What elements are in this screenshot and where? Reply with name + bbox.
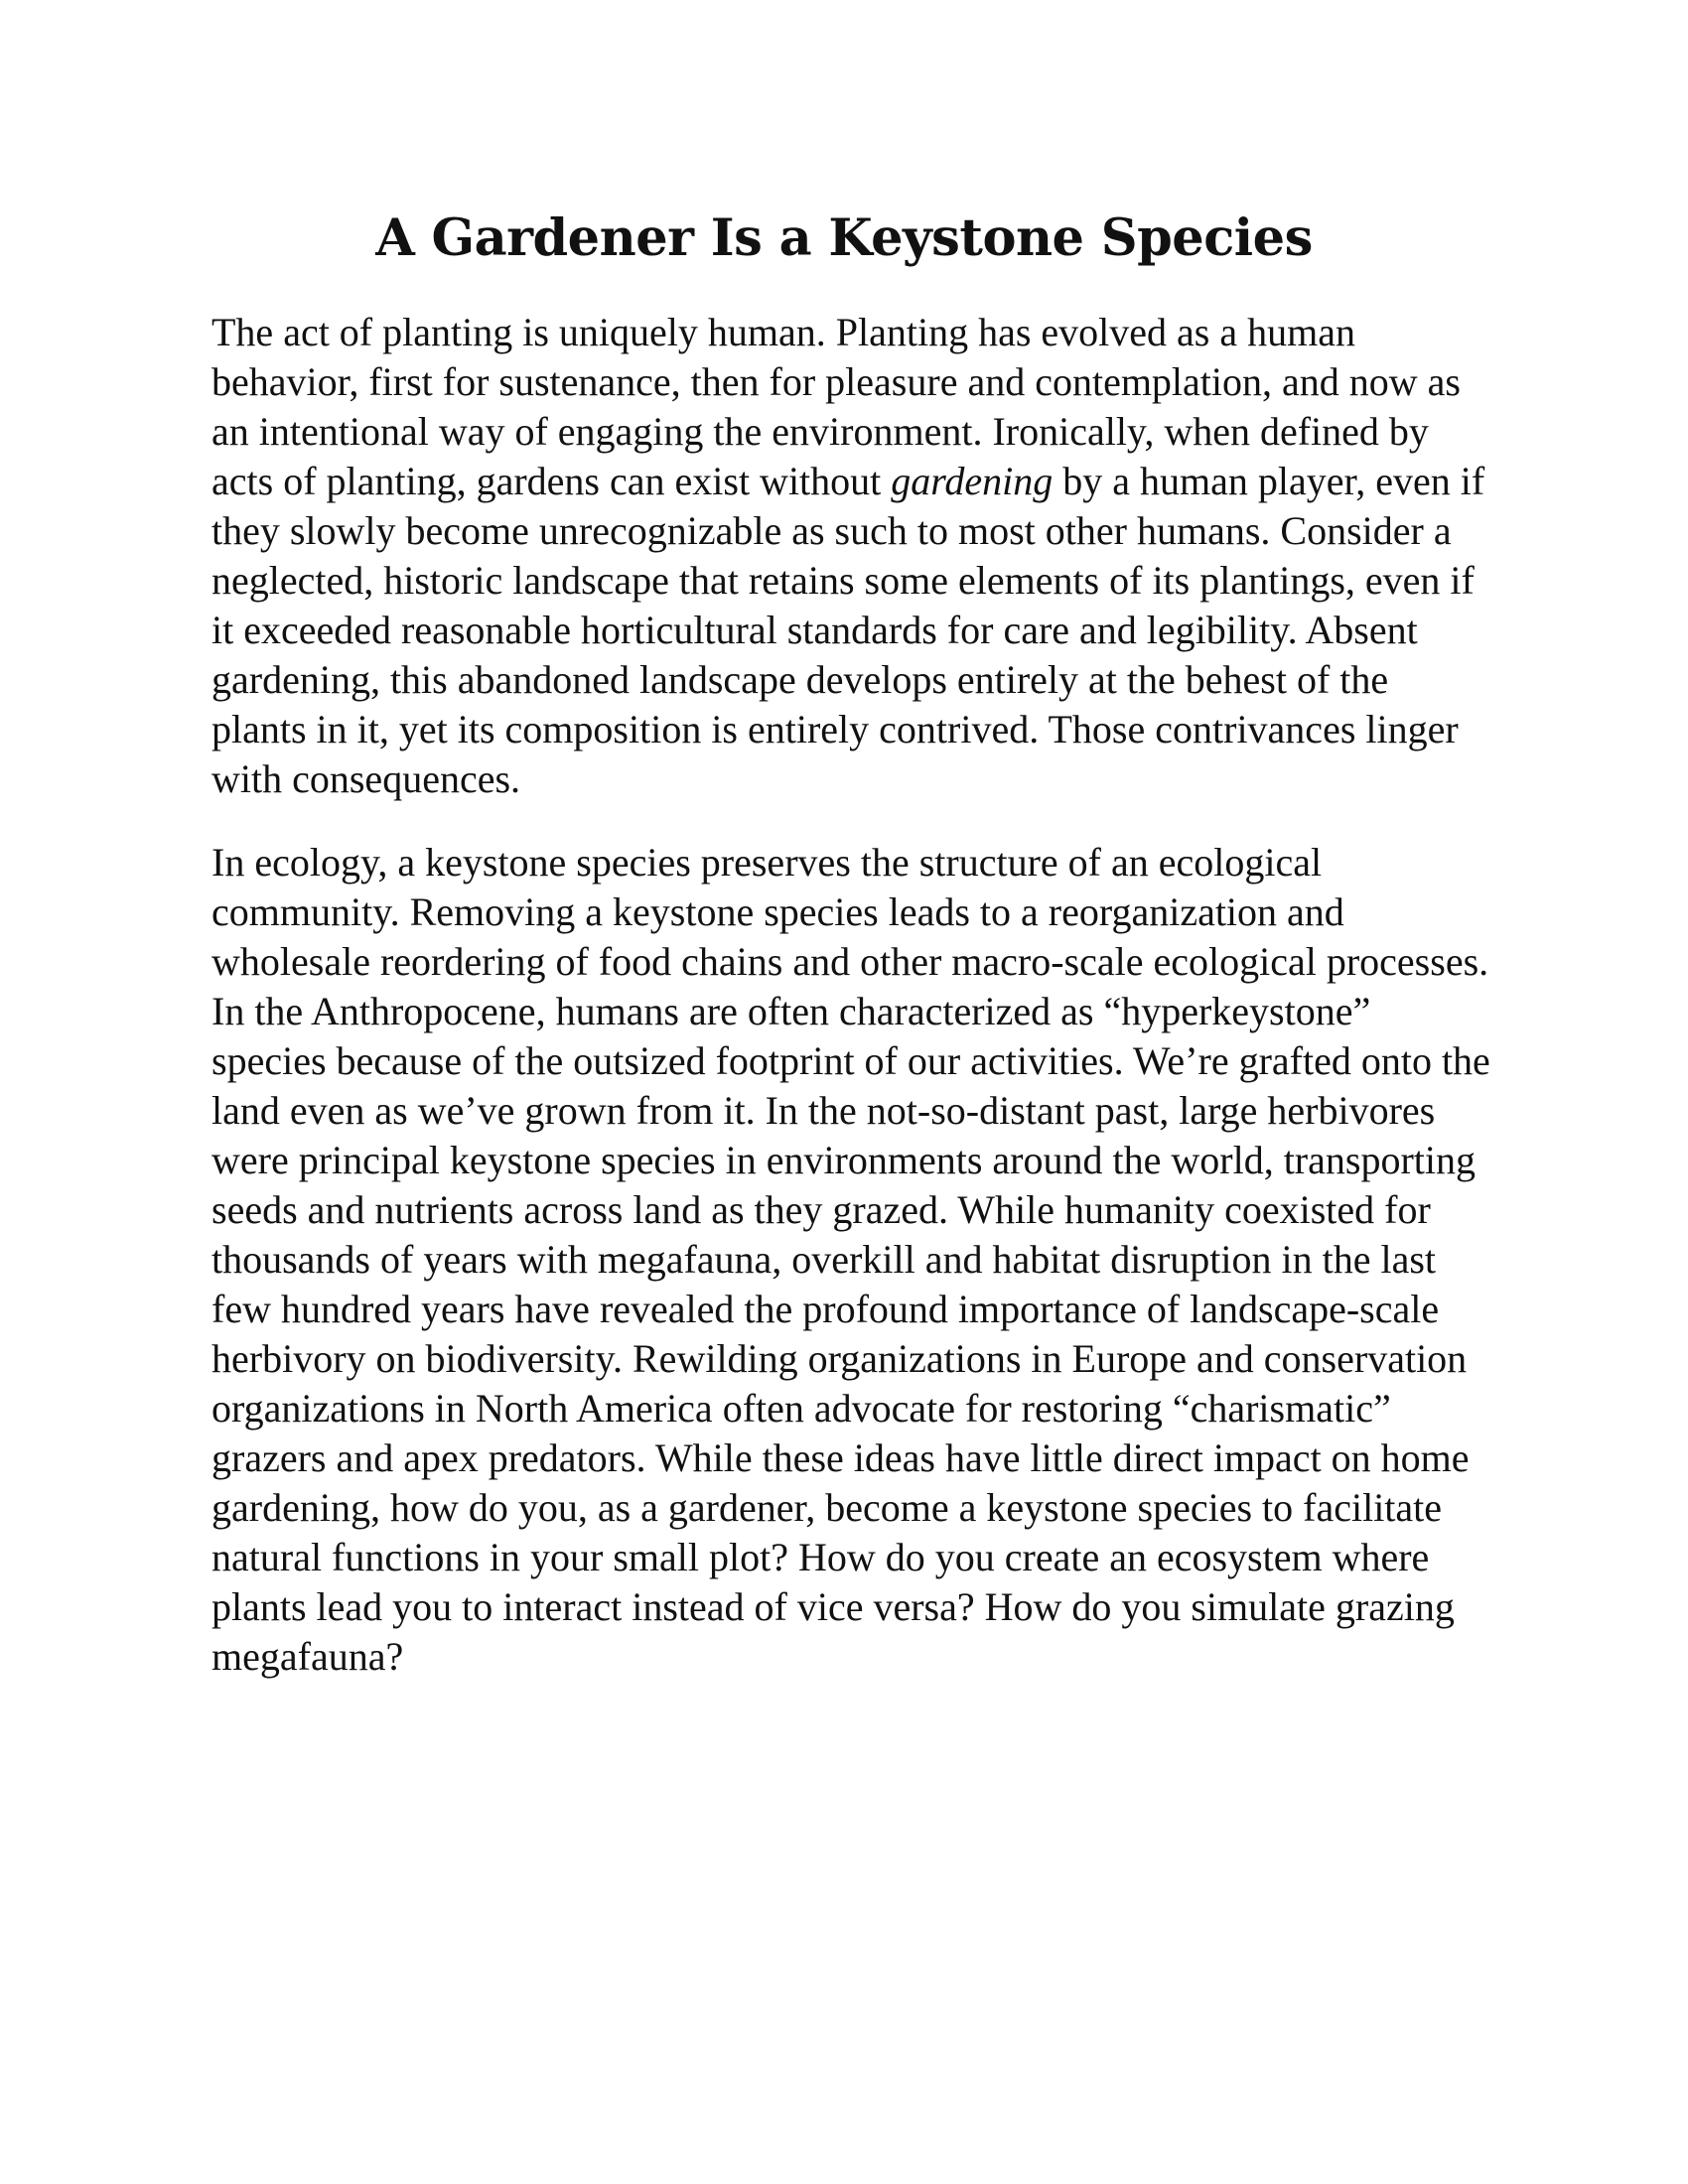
paragraph-2: In ecology, a keystone species preserves the structure of an ecological community. Removing a keystone species leads to a reorganization and wholesale reordering of food chains and other macro-scale ecological processes. In the Anthropocene, humans are often characterized as “hyperkeystone” species because of the outsized footprint of our activities. We’re grafted onto the land even as we’ve grown from it. In the not-so-distant past, large herbivores were principal keystone species in environments around the world, transporting seeds and nutrients across land as they grazed. While humanity coexisted for thousands of years with megafauna, overkill and habitat disruption in the last few hundred years have revealed the profound importance of landscape-scale herbivory on biodiversity. Rewilding organizations in Europe and conservation organizations in North America often advocate for restoring “charismatic” grazers and apex predators. While these ideas have little direct impact on home gardening, how do you, as a gardener, become a keystone species to facilitate natural functions in your small plot? How do you create an ecosystem where plants lead you to interact instead of vice versa? How do you simulate grazing megafauna? <box>211 840 1490 1679</box>
paragraph-1-text-start: The act of planting is uniquely human. Planting has evolved as a human behavior, first for sustenance, then for pleasure and contemplation, and now as an intentional way of engaging the environment. Ironically, when defined by acts of planting, gardens can exist without <box>211 310 1461 503</box>
paragraph-1-text-end: by a human player, even if they slowly become unrecognizable as such to most other humans. Consider a neglected, historic landscape that retains some elements of its plantings, even if it exceeded reasonable horticultural standards for care and legibility. Absent gardening, this abandoned landscape develops entirely at the behest of the plants in it, yet its composition is entirely contrived. Those contrivances linger with consequences. <box>211 459 1485 801</box>
paragraph-1-italic-term: gardening <box>891 459 1054 503</box>
document-body <box>211 308 1492 1715</box>
page-title: A Gardener Is a Keystone Species <box>375 208 1313 268</box>
paragraph-1 <box>211 308 1492 804</box>
